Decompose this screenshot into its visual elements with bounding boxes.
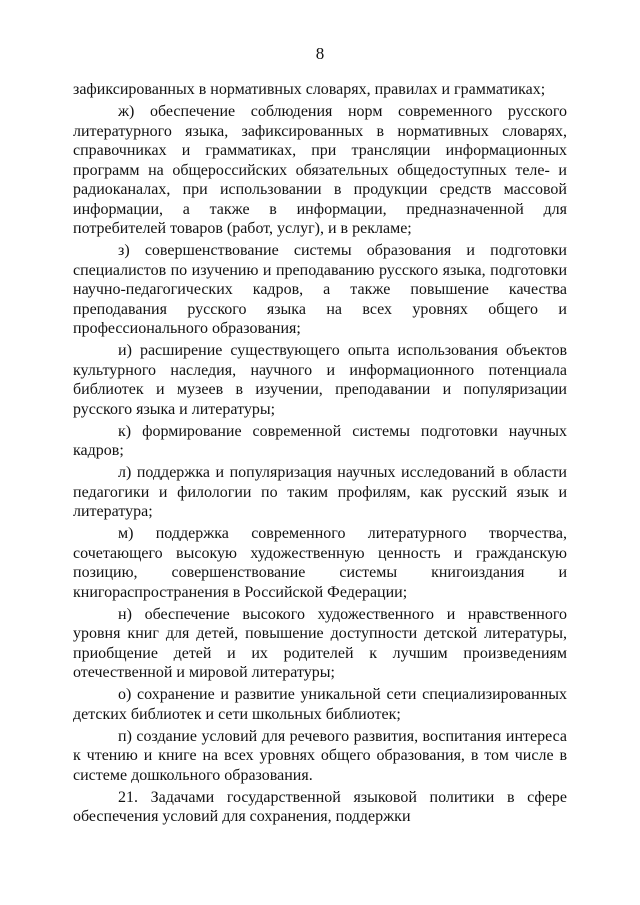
paragraph-item-m: м) поддержка современного литературного творчества, сочетающего высокую художественную ценность и гражданскую позицию, совершенствование системы книгоиздания и книгораспространения в Российской Федерации;: [73, 525, 567, 601]
paragraph-item-zh: ж) обеспечение соблюдения норм современного русского литературного языка, зафиксированных в нормативных словарях, справочниках и грамматиках, при трансляции информационных программ на общероссийских обязательных общедоступных теле- и радиоканалах, при использовании в продукции средств массовой информации, а также в информации, предназначенной для потребителей товаров (работ, услуг), и в рекламе;: [73, 103, 567, 237]
paragraph-section-21: 21. Задачами государственной языковой политики в сфере обеспечения условий для сохранения, поддержки: [73, 788, 567, 825]
paragraph-item-n: н) обеспечение высокого художественного и нравственного уровня книг для детей, повышение доступности детской литературы, приобщение детей и их родителей к лучшим произведениям отечественной и мировой литературы;: [73, 605, 567, 681]
paragraph-item-k: к) формирование современной системы подготовки научных кадров;: [73, 422, 567, 459]
document-body: [73, 80, 567, 829]
page-number: 8: [315, 44, 325, 63]
paragraph-item-o: о) сохранение и развитие уникальной сети специализированных детских библиотек и сети школьных библиотек;: [73, 686, 567, 723]
paragraph-item-p: п) создание условий для речевого развития, воспитания интереса к чтению и книге на всех уровнях общего образования, в том числе в системе дошкольного образования.: [73, 727, 567, 784]
paragraph-continuation: зафиксированных в нормативных словарях, правилах и грамматиках;: [73, 81, 546, 98]
paragraph-item-i: и) расширение существующего опыта использования объектов культурного наследия, научного и информационного потенциала библиотек и музеев в изучении, преподавании и популяризации русского языка и литературы;: [73, 342, 567, 418]
paragraph-item-z: з) совершенствование системы образования и подготовки специалистов по изучению и преподаванию русского языка, подготовки научно-педагогических кадров, а также повышение качества преподавания русского языка на всех уровнях общего и профессионального образования;: [73, 242, 567, 337]
paragraph-item-l: л) поддержка и популяризация научных исследований в области педагогики и филологии по таким профилям, как русский язык и литература;: [73, 464, 567, 520]
